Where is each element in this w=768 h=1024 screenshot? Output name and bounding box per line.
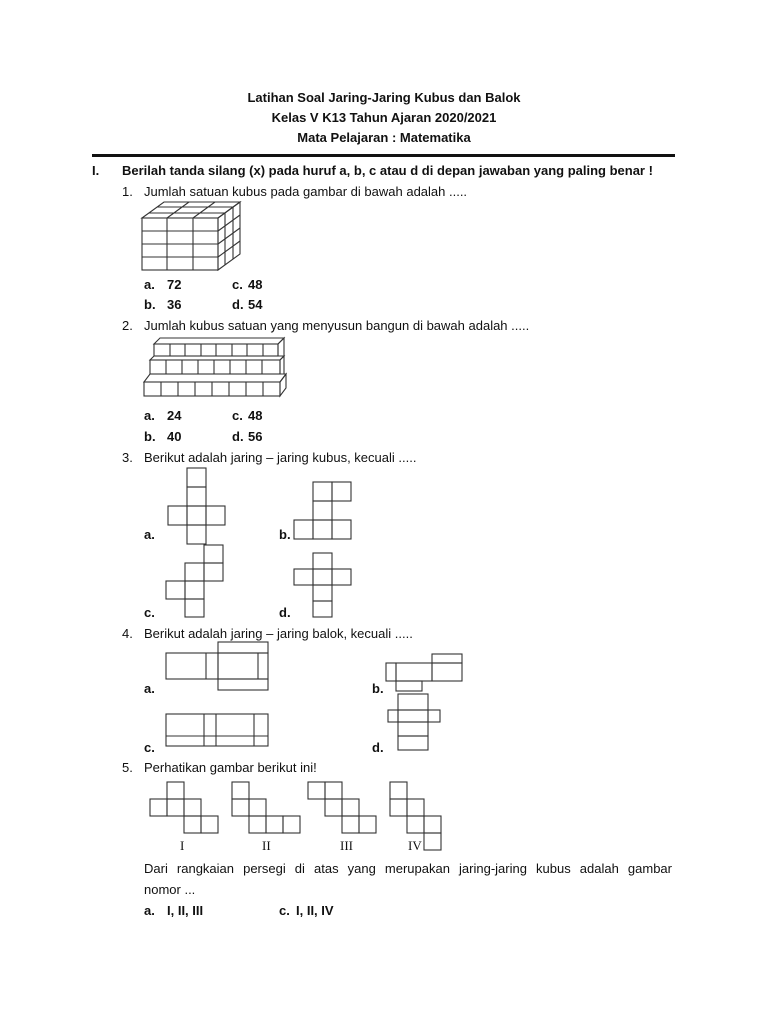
- class-year-line: Kelas V K13 Tahun Ajaran 2020/2021: [271, 110, 497, 125]
- subject-line: Mata Pelajaran : Matematika: [297, 130, 471, 145]
- q2-option-b-value: 40: [167, 429, 182, 444]
- q4-net-c: [386, 654, 464, 692]
- q5-figure-label-I: I: [180, 838, 185, 853]
- q2-option-c-value: 48: [248, 408, 263, 423]
- q4-option-d-label[interactable]: d.: [372, 740, 384, 755]
- q2-option-a-label[interactable]: a.: [144, 408, 155, 423]
- q5-option-c-label[interactable]: c.: [279, 903, 290, 918]
- q2-option-b-label[interactable]: b.: [144, 429, 156, 444]
- q5-figure-label-IV: IV: [408, 838, 422, 853]
- q3-option-a-label[interactable]: a.: [144, 527, 155, 542]
- q3-number: 3.: [122, 450, 133, 465]
- q4-net-d: [388, 694, 444, 752]
- q5-net-II: [232, 782, 302, 834]
- q1-option-a-label[interactable]: a.: [144, 277, 155, 292]
- q5-number: 5.: [122, 760, 133, 775]
- section-number: I.: [92, 163, 100, 178]
- q5-figure-label-III: III: [340, 838, 353, 853]
- q4-net-b: [166, 714, 270, 748]
- q1-text: Jumlah satuan kubus pada gambar di bawah adalah .....: [144, 184, 468, 199]
- q2-text: Jumlah kubus satuan yang menyusun bangun di bawah adalah .....: [144, 318, 530, 333]
- q4-option-c-label[interactable]: b.: [372, 681, 384, 696]
- q3-option-d-label[interactable]: d.: [279, 605, 291, 620]
- q2-number: 2.: [122, 318, 133, 333]
- q5-net-I: [150, 782, 220, 834]
- q4-option-a-label[interactable]: a.: [144, 681, 155, 696]
- q5-followup-line1: Dari rangkaian persegi di atas yang merupakan jaring-jaring kubus adalah gambar: [144, 861, 672, 876]
- q1-option-a-value: 72: [167, 277, 182, 292]
- q4-net-a: [166, 642, 270, 692]
- q1-option-d-value: 54: [248, 297, 263, 312]
- worksheet-title: Latihan Soal Jaring-Jaring Kubus dan Balok: [247, 90, 521, 105]
- q1-option-b-label[interactable]: b.: [144, 297, 156, 312]
- q4-option-b-label[interactable]: c.: [144, 740, 155, 755]
- section-instruction: Berilah tanda silang (x) pada huruf a, b, c atau d di depan jawaban yang paling benar !: [122, 163, 653, 178]
- q3-text: Berikut adalah jaring – jaring kubus, kecuali .....: [144, 450, 417, 465]
- q3-net-b: [166, 545, 226, 617]
- q2-option-d-label[interactable]: d.: [232, 429, 244, 444]
- q5-option-a-label[interactable]: a.: [144, 903, 155, 918]
- q5-option-a-value: I, II, III: [167, 903, 204, 918]
- q2-stair-figure: [144, 334, 292, 402]
- q1-number: 1.: [122, 184, 133, 199]
- q1-option-c-label[interactable]: c.: [232, 277, 243, 292]
- q1-option-b-value: 36: [167, 297, 182, 312]
- q3-net-a: [168, 468, 226, 546]
- q5-option-c-value: I, II, IV: [296, 903, 334, 918]
- q2-option-c-label[interactable]: c.: [232, 408, 243, 423]
- q1-block-figure: [142, 200, 246, 274]
- q5-net-III: [308, 782, 378, 834]
- q3-net-d: [294, 553, 354, 617]
- header-divider: [92, 154, 675, 157]
- q1-option-d-label[interactable]: d.: [232, 297, 244, 312]
- q4-text: Berikut adalah jaring – jaring balok, kecuali .....: [144, 626, 413, 641]
- q5-followup-line2: nomor ...: [144, 882, 196, 897]
- q4-number: 4.: [122, 626, 133, 641]
- q3-net-c: [294, 482, 354, 542]
- q5-figure-label-II: II: [262, 838, 271, 853]
- q2-option-a-value: 24: [167, 408, 182, 423]
- q1-option-c-value: 48: [248, 277, 263, 292]
- q2-option-d-value: 56: [248, 429, 263, 444]
- q3-option-b-label[interactable]: c.: [144, 605, 155, 620]
- q3-option-c-label[interactable]: b.: [279, 527, 291, 542]
- q5-text: Perhatikan gambar berikut ini!: [144, 760, 317, 775]
